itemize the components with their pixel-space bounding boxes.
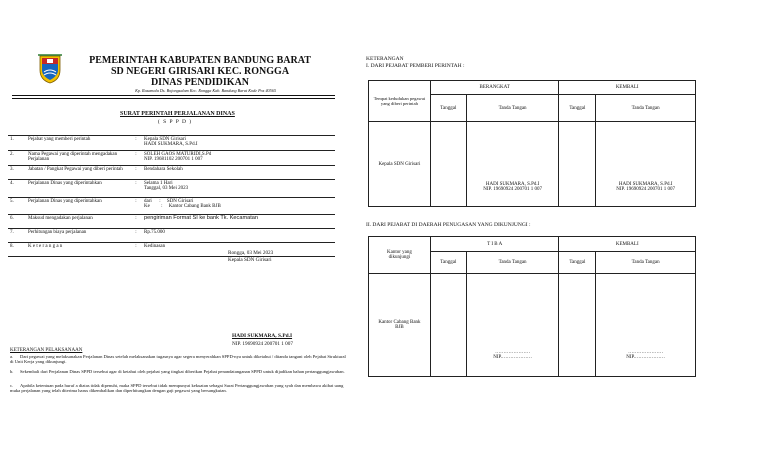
right-title: KETERANGAN	[366, 56, 404, 62]
row-number: 1.	[10, 137, 14, 142]
t1-place: Kepala SDN Girisari	[369, 122, 431, 207]
header-line-3: DINAS PENDIDIKAN	[150, 77, 250, 88]
row-colon: :	[135, 167, 137, 172]
t1-sign-1: HADI SUKMARA, S.Pd.I NIP. 19690924 200701 1 007	[466, 122, 559, 207]
row-number: 2.	[10, 152, 14, 157]
header-rule	[12, 95, 335, 96]
row-value: dari : SDN Girisari Ke : Kantor Cabang Bank BJB	[144, 199, 221, 210]
t2-tanggal-1: Tanggal	[430, 252, 466, 274]
row-colon: :	[135, 216, 137, 221]
document-subtitle: ( S P P D )	[157, 119, 193, 125]
t1-ttd-2: Tanda Tangan	[596, 95, 696, 122]
row-number: 5.	[10, 199, 14, 204]
header-line-2: SD NEGERI GIRISARI KEC. RONGGA	[110, 66, 290, 77]
spd-form-table	[8, 135, 335, 257]
issuer-table	[368, 80, 696, 207]
form-row	[8, 243, 335, 257]
row-number: 6.	[10, 216, 14, 221]
form-row	[8, 229, 335, 243]
t2-kembali-header: KEMBALI	[559, 237, 696, 252]
header-line-1: PEMERINTAH KABUPATEN BANDUNG BARAT	[89, 55, 311, 66]
section-1-title: I. DARI PEJABAT PEMBERI PERINTAH :	[366, 62, 465, 69]
document-title: SURAT PERINTAH PERJALANAN DINAS	[120, 111, 235, 117]
form-row	[8, 166, 335, 180]
row-number: 8.	[10, 244, 14, 249]
row-label: K e t e r a n g a n	[28, 244, 63, 249]
t1-tanggal-2: Tanggal	[559, 95, 596, 122]
form-row	[8, 180, 335, 198]
row-label: Pejabat yang memberi perintah	[28, 137, 91, 142]
note-c: c. Apabila ketentuan pada huruf a diatas tidak dipenuhi, maka SPPD tersebut tidak mempunyai kekuatan sebagai Surat Pertanggungjawaban yang syah dan membawa akibat uang muka perjalanan yang telah diterima harus dikembalikan dan diperhitungkan dengan gaji pegawai yang bersangkutan.	[10, 383, 344, 394]
t2-ttd-1: Tanda Tangan	[466, 252, 559, 274]
header-address: Kp. Rasamala Ds. Bojongsalam Kec. Rongga Kab. Bandung Barat Kode Pos 40565	[135, 88, 276, 93]
row-value: Kepala SDN Girisari HADI SUKMARA, S.Pd.I	[144, 137, 198, 148]
t1-cell-empty	[430, 122, 466, 207]
t2-tanggal-2: Tanggal	[559, 252, 596, 274]
visited-table	[368, 236, 696, 377]
regency-logo-icon	[38, 52, 62, 84]
row-colon: :	[135, 230, 137, 235]
row-colon: :	[135, 137, 137, 142]
row-value: Selama 1 Hari Tanggal, 03 Mei 2023	[144, 181, 189, 192]
t1-tanggal-1: Tanggal	[430, 95, 466, 122]
row-label: Maksud mengadakan perjalanan	[28, 216, 93, 221]
row-colon: :	[135, 244, 137, 249]
t1-berangkat-header: BERANGKAT	[430, 81, 559, 95]
row-value: Kedinasan	[144, 244, 166, 249]
right-heading	[366, 56, 464, 69]
form-row	[8, 151, 335, 166]
row-value: SOLEH GAOS MATURIDI,S.Pd NIP. 19681102 200701 1 007	[144, 152, 212, 163]
signature-block	[228, 250, 273, 265]
row-label: Perhitungan biaya perjalanan	[28, 230, 87, 235]
row-number: 3.	[10, 167, 14, 172]
form-row	[8, 198, 335, 215]
row-colon: :	[135, 181, 137, 186]
t2-ttd-2: Tanda Tangan	[596, 252, 696, 274]
form-row	[8, 215, 335, 229]
t2-cell-empty	[430, 274, 466, 377]
signer-nip: NIP. 19690924 200701 1 007	[232, 341, 293, 347]
t2-sign-2: ………………… NIP.………………	[596, 274, 696, 377]
t1-col0-header: Tempat kedudukan pegawai yang diberi perintah	[369, 81, 431, 122]
row-value: Bendahara Sekolah	[144, 167, 183, 172]
row-number: 4.	[10, 181, 14, 186]
t2-place: Kantor Cabang Bank BJB	[369, 274, 431, 377]
signer-position: Kepala SDN Girisari	[228, 257, 272, 264]
row-label: Jabatan / Pangkat Pegawai yang diberi perintah	[28, 167, 123, 172]
row-value: pengiriman Format SI ke bank Tk. Kecamatan	[144, 215, 258, 221]
t1-cell-empty	[559, 122, 596, 207]
row-colon: :	[135, 152, 137, 157]
notes-title: KETERANGAN PELAKSANAAN	[10, 348, 83, 353]
t1-ttd-1: Tanda Tangan	[466, 95, 559, 122]
t1-kembali-header: KEMBALI	[559, 81, 696, 95]
section-2-title: II. DARI PEJABAT DI DAERAH PENUGASAN YANG DIKUNJUNGI :	[366, 222, 531, 228]
t2-cell-empty	[559, 274, 596, 377]
place-date: Rongga, 03 Mei 2023	[228, 250, 274, 256]
note-a: a. Dari pegawai yang melaksanakan Perjalanan Dinas setelah melaksanakan tugasnya agar segera menyerahkan SPPD-nya untuk diketahui / ditanda tangani oleh Pejabat Struktural di Unit Kerja yang dikunjungi.	[10, 354, 346, 365]
t2-sign-1: ………………… NIP.………………	[466, 274, 559, 377]
row-label: Perjalanan Dinas yang diperintahkan	[28, 181, 102, 186]
t2-col0-header: Kantor yang dikunjungi	[369, 237, 431, 274]
note-b: b. Sekembali dari Perjalanan Dinas SPPD tersebut agar di ketahui oleh pejabat yang tingkat diberikan Pejabat penandatanganan SPPD untuk dijadikan bahan pertanggungjawaban.	[10, 369, 345, 374]
form-row	[8, 136, 335, 151]
t1-sign-2: HADI SUKMARA, S.Pd.I NIP. 19690924 200701 1 007	[596, 122, 696, 207]
signer-name: HADI SUKMARA, S.Pd.I	[232, 333, 293, 339]
row-colon: :	[135, 199, 137, 204]
header-rule-thin	[12, 98, 335, 99]
row-number: 7.	[10, 230, 14, 235]
t2-tiba-header: T I B A	[430, 237, 559, 252]
row-value: Rp.75.000	[144, 230, 165, 235]
row-label: Nama Pegawai yang diperintah mengadakan Perjalanan	[28, 152, 118, 163]
row-label: Perjalanan Dinas yang diperintahkan	[28, 199, 102, 204]
